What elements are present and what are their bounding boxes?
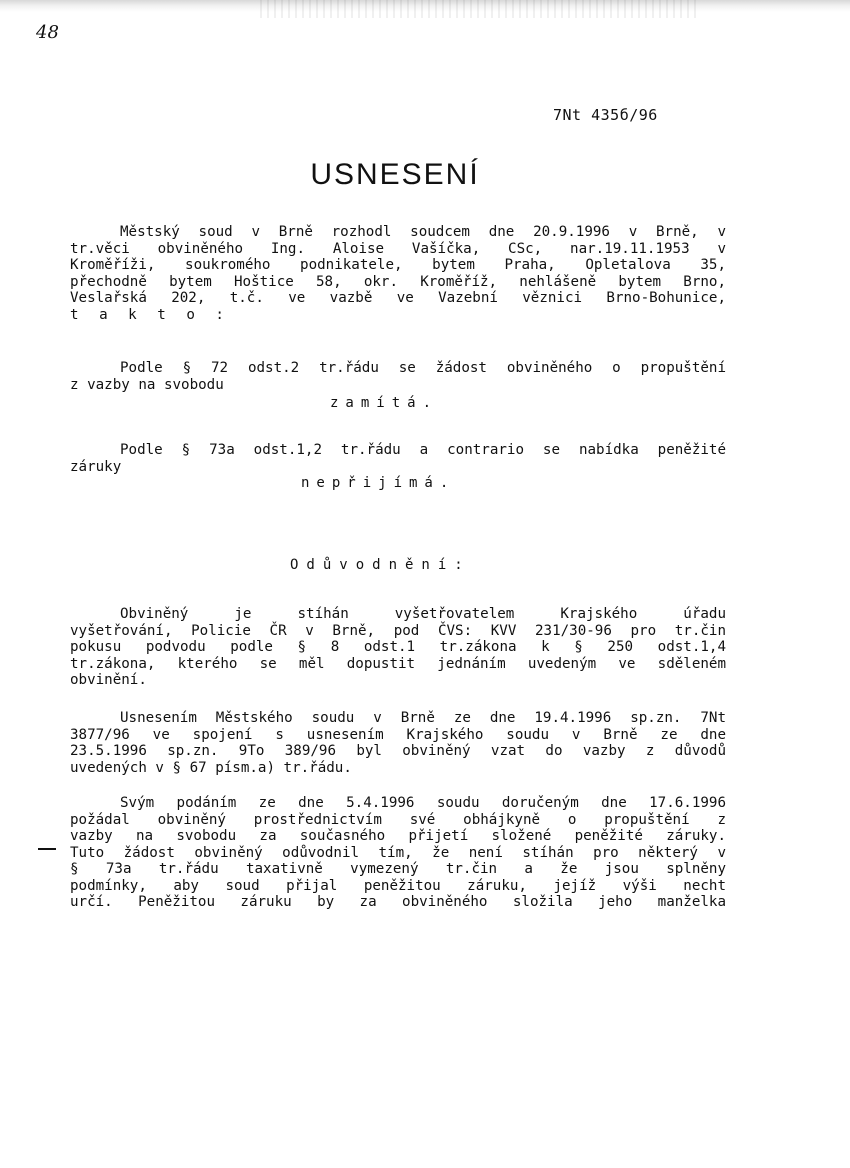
text-line: vazby na svobodu za současného přijetí složené peněžité záruky. xyxy=(70,828,726,844)
text-line: Městský soud v Brně rozhodl soudcem dne 20.9.1996 v Brně, v xyxy=(120,224,726,240)
text-line: pokusu podvodu podle § 8 odst.1 tr.zákona k § 250 odst.1,4 xyxy=(70,639,726,655)
text-line: Kroměříži, soukromého podnikatele, bytem Praha, Opletalova 35, xyxy=(70,257,726,273)
handwritten-page-number: 48 xyxy=(36,22,59,43)
text-line: Podle § 72 odst.2 tr.řádu se žádost obviněného o propuštění xyxy=(120,360,726,376)
decision-2-verdict: nepřijímá. xyxy=(301,475,456,491)
decision-1-paragraph xyxy=(70,360,726,393)
text-line: Svým podáním ze dne 5.4.1996 soudu doručeným dne 17.6.1996 xyxy=(120,795,726,811)
text-line: tr.věci obviněného Ing. Aloise Vašíčka, CSc, nar.19.11.1953 v xyxy=(70,240,726,257)
text-line: 23.5.1996 sp.zn. 9To 389/96 byl obviněný vzat do vazby z důvodů xyxy=(70,743,726,759)
text-line: záruky xyxy=(70,458,122,475)
text-line: t a k t o : xyxy=(70,306,230,323)
text-line: vyšetřování, Policie ČR v Brně, pod ČVS: KVV 231/30-96 pro tr.čin xyxy=(70,622,726,639)
reasons-paragraph-3 xyxy=(70,795,726,911)
decision-2-paragraph xyxy=(70,442,726,475)
text-line: § 73a tr.řádu taxativně vymezený tr.čin a že jsou splněny xyxy=(70,861,726,877)
document-title-text: USNESENÍ xyxy=(310,158,480,191)
text-line: uvedených v § 67 písm.a) tr.řádu. xyxy=(70,759,352,776)
text-line: přechodně bytem Hoštice 58, okr. Kroměříž, nehlášeně bytem Brno, xyxy=(70,273,726,290)
case-number: 7Nt 435б/96 xyxy=(553,106,658,124)
margin-dash-mark xyxy=(38,848,56,850)
reasons-paragraph-1 xyxy=(70,606,726,689)
text-line: požádal obviněný prostřednictvím své obhájkyně o propuštění z xyxy=(70,811,726,828)
text-line: Tuto žádost obviněný odůvodnil tím, že není stíhán pro některý v xyxy=(70,844,726,861)
text-line: obvinění. xyxy=(70,672,147,688)
text-line: podmínky, aby soud přijal peněžitou záruku, jejíž výši necht xyxy=(70,877,726,894)
text-line: tr.zákona, kterého se měl dopustit jednáním uvedeným ve sděleném xyxy=(70,655,726,672)
reasons-heading: Odůvodnění: xyxy=(290,557,471,573)
text-line: z vazby na svobodu xyxy=(70,376,224,393)
text-line: Usnesením Městského soudu v Brně ze dne 19.4.1996 sp.zn. 7Nt xyxy=(120,710,726,726)
decision-1-verdict: zamítá. xyxy=(330,395,439,411)
text-line: Podle § 73a odst.1,2 tr.řádu a contrario se nabídka peněžité xyxy=(120,442,726,458)
text-line: určí. Peněžitou záruku by za obviněného složila jeho manželka xyxy=(70,894,726,910)
intro-paragraph xyxy=(70,224,726,323)
text-line: Veslařská 202, t.č. ve vazbě ve Vazební věznici Brno-Bohunice, xyxy=(70,290,726,306)
document-title xyxy=(0,158,850,192)
scan-noise xyxy=(260,0,700,18)
text-line: 3877/96 ve spojení s usnesením Krajského soudu v Brně ze dne xyxy=(70,726,726,743)
text-line: Obviněný je stíhán vyšetřovatelem Krajského úřadu xyxy=(120,606,726,622)
reasons-paragraph-2 xyxy=(70,710,726,776)
